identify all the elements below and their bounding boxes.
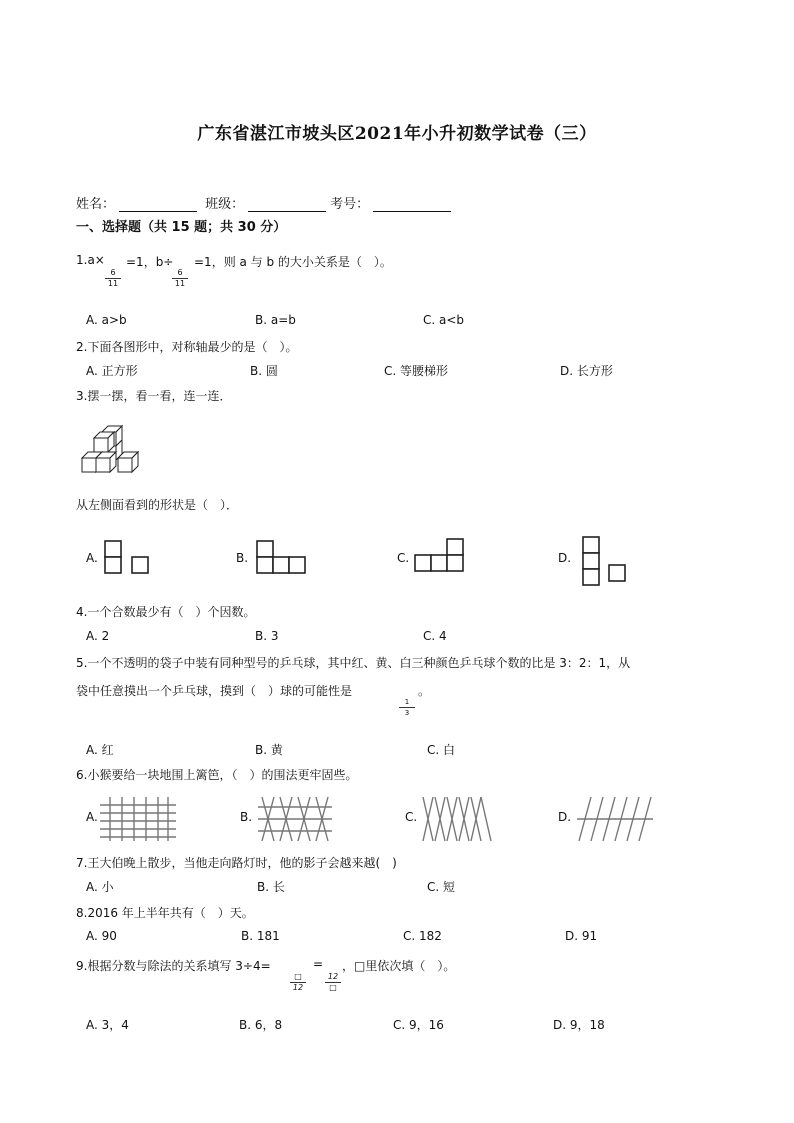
option-c[interactable]: C. 9，16 xyxy=(393,1018,444,1032)
question-1-text-c: =1，则 a 与 b 的大小关系是（ ）。 xyxy=(194,255,392,269)
question-5-text-end: 。 xyxy=(418,684,431,698)
option-c[interactable]: C. xyxy=(397,551,410,565)
fence-diagonal-figure[interactable] xyxy=(421,795,493,843)
option-d[interactable]: D. 9，18 xyxy=(553,1018,605,1032)
option-c[interactable]: C. 白 xyxy=(427,743,456,757)
option-a[interactable]: A. 90 xyxy=(86,929,117,943)
option-c[interactable]: C. 182 xyxy=(403,929,442,943)
option-c-shape[interactable] xyxy=(414,538,468,574)
question-9-text-c: ，□里依次填（ ）。 xyxy=(342,959,456,973)
question-2-text: 2.下面各图形中，对称轴最少的是（ ）。 xyxy=(76,340,298,354)
option-a-shape[interactable] xyxy=(104,540,154,576)
option-b[interactable]: B. xyxy=(236,551,249,565)
name-field[interactable] xyxy=(119,198,197,212)
option-b[interactable]: B. 3 xyxy=(255,629,279,643)
fence-slanted-figure[interactable] xyxy=(575,795,655,843)
option-d-shape[interactable] xyxy=(582,536,632,588)
fraction: □ 12 xyxy=(290,972,306,993)
student-info-row xyxy=(76,193,455,212)
option-b-shape[interactable] xyxy=(256,540,308,576)
option-c[interactable]: C. 短 xyxy=(427,880,456,894)
question-5-text-line2: 袋中任意摸出一个乒乓球，摸到（ ）球的可能性是 xyxy=(76,684,353,698)
fraction: 12 □ xyxy=(325,972,341,993)
page-title: 广东省湛江市坡头区2021年小升初数学试卷（三） xyxy=(197,124,597,144)
question-5-text-line1: 5.一个不透明的袋子中装有同种型号的乒乓球，其中红、黄、白三种颜色乒乓球个数的比是 3：2：1，从 xyxy=(76,656,631,670)
option-a[interactable]: A. 小 xyxy=(86,880,114,894)
option-a[interactable]: A. a>b xyxy=(86,313,127,327)
option-a[interactable]: A. xyxy=(86,551,98,565)
question-8-text: 8.2016 年上半年共有（ ）天。 xyxy=(76,906,254,920)
option-b[interactable]: B. 6，8 xyxy=(239,1018,283,1032)
fraction: $\frac{6}{11}$ xyxy=(105,268,121,289)
question-6-text: 6.小猴要给一块地围上篱笆，（ ）的围法更牢固些。 xyxy=(76,768,358,782)
name-label: 姓名： xyxy=(76,197,116,212)
option-a[interactable]: A. 3，4 xyxy=(86,1018,129,1032)
option-b[interactable]: B. 长 xyxy=(257,880,285,894)
question-1-text-b: =1，b÷ xyxy=(126,255,174,269)
option-d[interactable]: D. xyxy=(558,551,572,565)
class-label: 班级： xyxy=(205,197,245,212)
option-b[interactable]: B. 圆 xyxy=(250,364,278,378)
exam-no-field[interactable] xyxy=(373,198,451,212)
option-b[interactable]: B. 黄 xyxy=(255,743,283,757)
exam-no-label: 考号： xyxy=(330,197,370,212)
fence-grid-figure[interactable] xyxy=(98,795,180,843)
question-3-text: 3.摆一摆，看一看，连一连． xyxy=(76,389,232,403)
question-1-text-a: 1.a× xyxy=(76,253,105,267)
option-c[interactable]: C. 等腰梯形 xyxy=(384,364,449,378)
option-c[interactable]: C. 4 xyxy=(423,629,447,643)
question-4-text: 4.一个合数最少有（ ）个因数。 xyxy=(76,605,256,619)
option-b[interactable]: B. xyxy=(240,810,253,824)
fraction: $\frac{1}{3}$ xyxy=(399,697,415,718)
question-7-text: 7.王大伯晚上散步，当他走向路灯时，他的影子会越来越( ) xyxy=(76,856,397,870)
fence-cross-figure[interactable] xyxy=(256,795,336,843)
fraction: $\frac{6}{11}$ xyxy=(172,268,188,289)
option-b[interactable]: B. a=b xyxy=(255,313,296,327)
question-3-subtext: 从左侧面看到的形状是（ ）． xyxy=(76,498,239,512)
option-a[interactable]: A. xyxy=(86,810,98,824)
question-9-equals: = xyxy=(313,957,324,971)
option-a[interactable]: A. 红 xyxy=(86,743,114,757)
option-d[interactable]: D. 长方形 xyxy=(560,364,613,378)
class-field[interactable] xyxy=(248,198,326,212)
option-a[interactable]: A. 2 xyxy=(86,629,110,643)
question-9-text-a: 9.根据分数与除法的关系填写 3÷4= xyxy=(76,959,271,973)
cube-stack-figure xyxy=(80,418,146,478)
section-heading: 一、选择题（共 15 题；共 30 分） xyxy=(76,220,287,235)
option-c[interactable]: C. a<b xyxy=(423,313,465,327)
option-b[interactable]: B. 181 xyxy=(241,929,280,943)
option-c[interactable]: C. xyxy=(405,810,418,824)
option-d[interactable]: D. 91 xyxy=(565,929,598,943)
option-a[interactable]: A. 正方形 xyxy=(86,364,138,378)
option-d[interactable]: D. xyxy=(558,810,572,824)
